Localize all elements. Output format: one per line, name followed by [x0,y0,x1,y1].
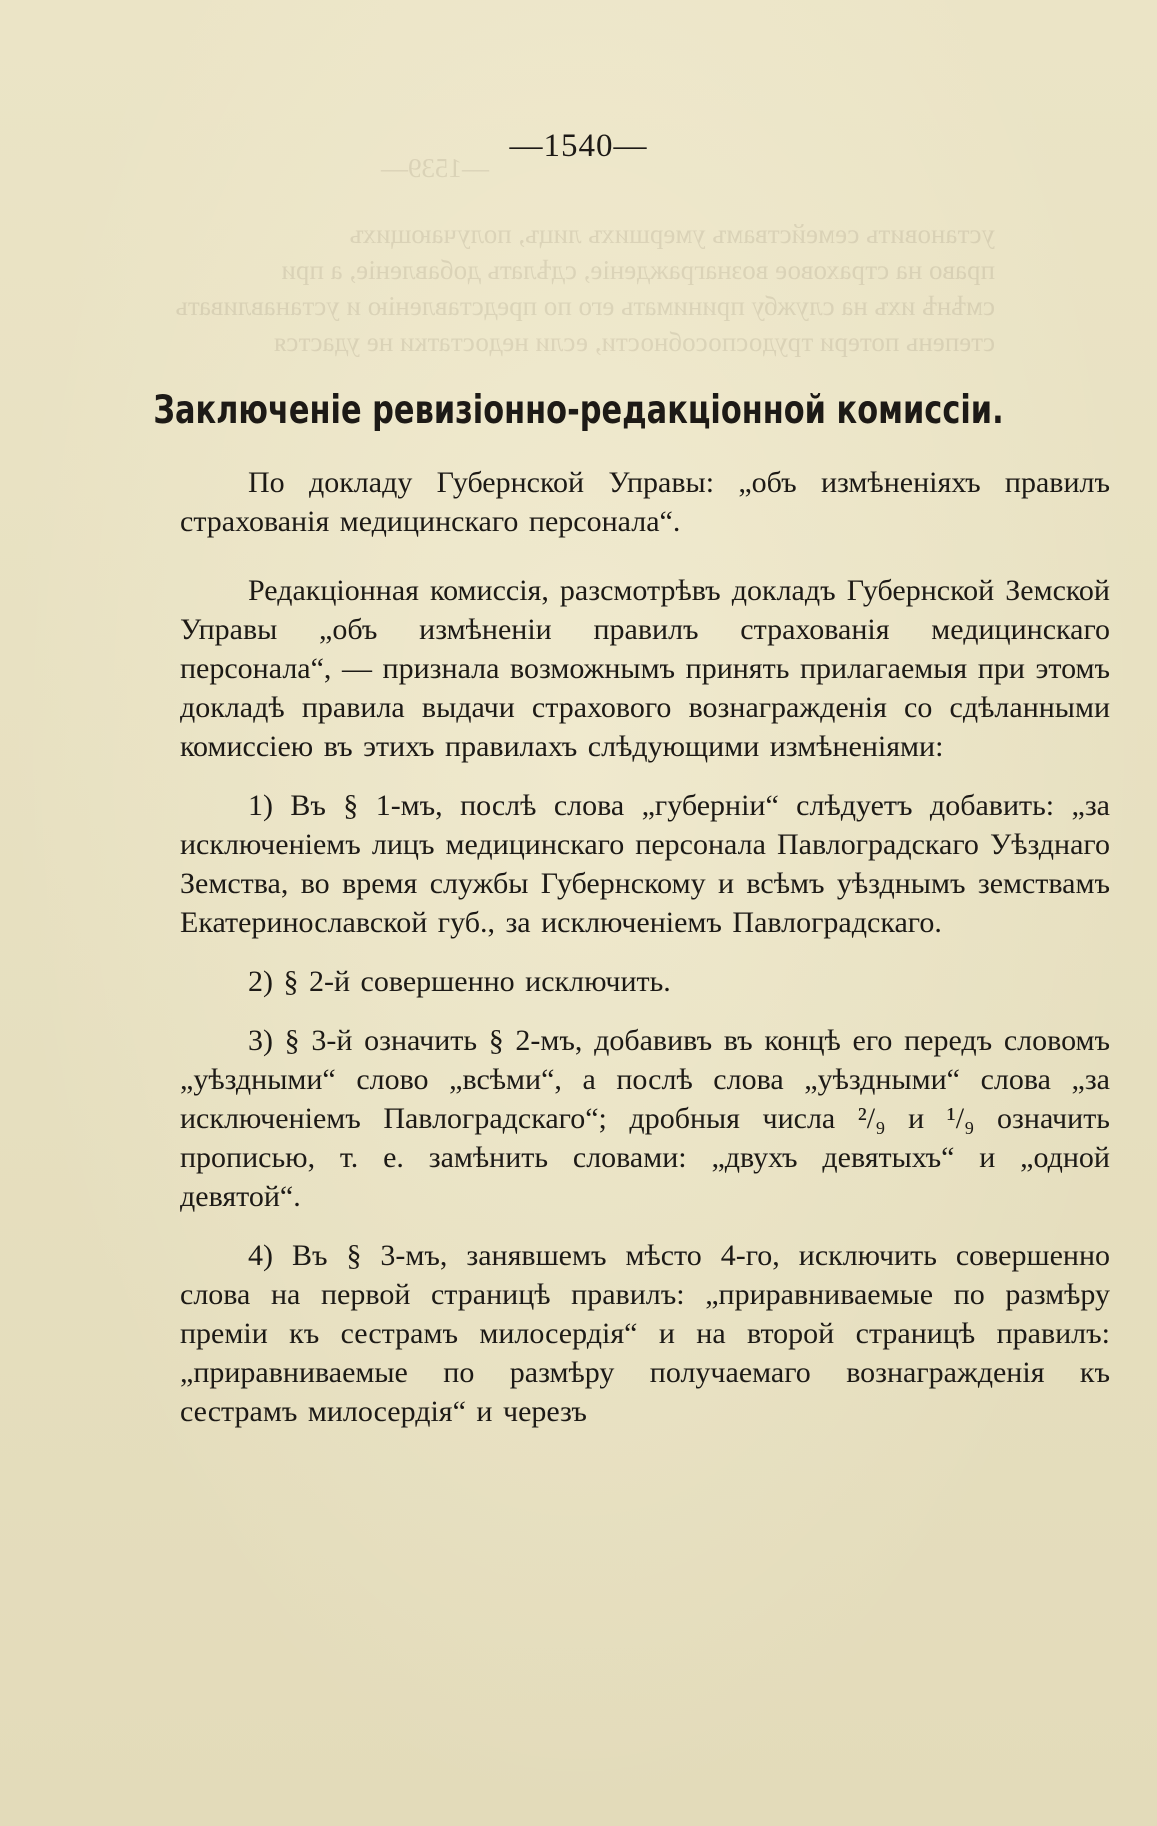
page-number: —1540— [509,128,648,164]
bleed-line: право на страховое вознагражденіе, сдѣлать добавленіе, а при [281,255,995,285]
bleed-line: установить семействамъ умершихъ лицъ, получающихъ [349,219,995,249]
paragraph-item-2: 2) § 2-й совершенно исключить. [248,965,671,998]
paragraph-item-4: 4) Въ § 3-мъ, занявшемъ мѣсто 4-го, исключить совершенно слова на первой страницѣ правилъ: „приравниваемые по размѣру преміи къ сестрамъ милосердія“ и на второй страницѣ правилъ: „приравниваемые по размѣру получаемаго вознагражденія къ сестрамъ милосердія“ и черезъ [180,1239,1110,1428]
body-text [180,463,1110,1451]
paragraph-report-title: По докладу Губернской Управы: „объ измѣненіяхъ правилъ страхованія медицинскаго персонала“. [180,466,1110,538]
section-heading: Заключеніе ревизіонно-редакціонной комиссіи. [153,388,1004,433]
paragraph-item-3: 3) § 3-й означить § 2-мъ, добавивъ въ концѣ его передъ словомъ „уѣздными“ слово „всѣми“, а послѣ слова „уѣздными“ слова „за исключеніемъ Павлоградскаго“; дробныя числа ²/₉ и ¹/₉ означить прописью, т. е. замѣнить словами: „двухъ девятыхъ“ и „одной девятой“. [180,1024,1110,1213]
bleed-line: степень потери трудоспособности, если недостатки не удастся [274,327,995,357]
bleed-line: смѣнѣ ихъ на службу принимать его по представленію и устанавливать [175,291,995,321]
paragraph-item-1: 1) Въ § 1-мъ, послѣ слова „губерніи“ слѣдуетъ добавить: „за исключеніемъ лицъ медицинскаго персонала Павлоградскаго Уѣзднаго Земства, во время службы Губернскому и всѣмъ уѣзднымъ земствамъ Екатеринославской губ., за исключеніемъ Павлоградскаго. [180,789,1110,939]
paragraph-commission-decision: Редакціонная комиссія, разсмотрѣвъ докладъ Губернской Земской Управы „объ измѣненіи правилъ страхованія медицинскаго персонала“, — признала возможнымъ принять прилагаемыя при этомъ докладѣ правила выдачи страхового вознагражденія со сдѣланными комиссіею въ этихъ правилахъ слѣдующими измѣненіями: [180,574,1110,763]
bleed-line: —1539— [381,153,489,183]
